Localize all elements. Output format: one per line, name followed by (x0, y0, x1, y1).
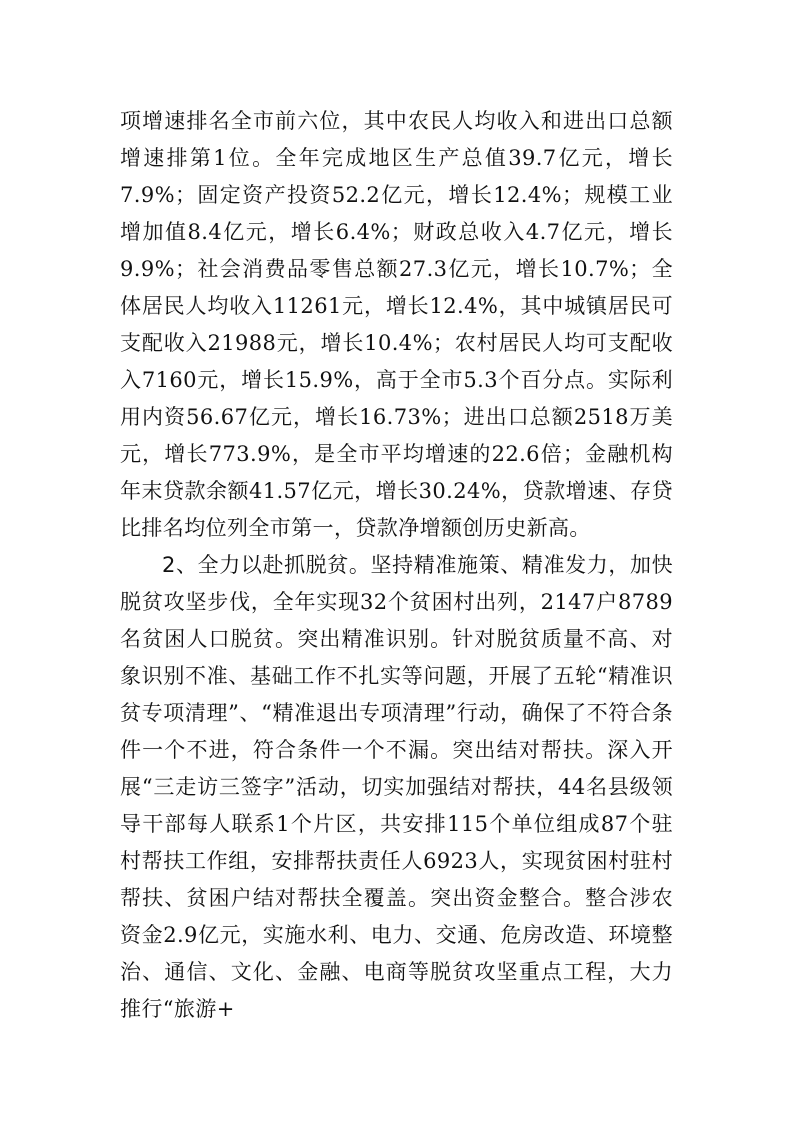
paragraph-poverty-alleviation (120, 547, 673, 1028)
paragraph-body: 坚持精准施策、精准发力，加快脱贫攻坚步伐，全年实现32个贫困村出列，2147户8789名贫困人口脱贫。突出精准识别。针对脱贫质量不高、对象识别不准、基础工作不扎实等问题，开展了五轮“精准识贫专项清理”、“精准退出专项清理”行动，确保了不符合条件一个不进，符合条件一个不漏。突出结对帮扶。深入开展“三走访三签字”活动，切实加强结对帮扶，44名县级领导干部每人联系1个片区，共安排115个单位组成87个驻村帮扶工作组，安排帮扶责任人6923人，实现贫困村驻村帮扶、贫困户结对帮扶全覆盖。突出资金整合。整合涉农资金2.9亿元，实施水利、电力、交通、危房改造、环境整治、通信、文化、金融、电商等脱贫攻坚重点工程，大力推行“旅游+ (120, 553, 673, 1021)
paragraph-economic-summary: 项增速排名全市前六位，其中农民人均收入和进出口总额增速排第1位。全年完成地区生产总值39.7亿元，增长7.9%；固定资产投资52.2亿元，增长12.4%；规模工业增加值8.4亿元，增长6.4%；财政总收入4.7亿元，增长9.9%；社会消费品零售总额27.3亿元，增长10.7%；全体居民人均收入11261元，增长12.4%，其中城镇居民可支配收入21988元，增长10.4%；农村居民人均可支配收入7160元，增长15.9%，高于全市5.3个百分点。实际利用内资56.67亿元，增长16.73%；进出口总额2518万美元，增长773.9%，是全市平均增速的22.6倍；金融机构年末贷款余额41.57亿元，增长30.24%，贷款增速、存贷比排名均位列全市第一，贷款净增额创历史新高。 (120, 109, 673, 540)
section-heading: 2、全力以赴抓脱贫。 (162, 553, 371, 577)
body-text (120, 103, 673, 1028)
